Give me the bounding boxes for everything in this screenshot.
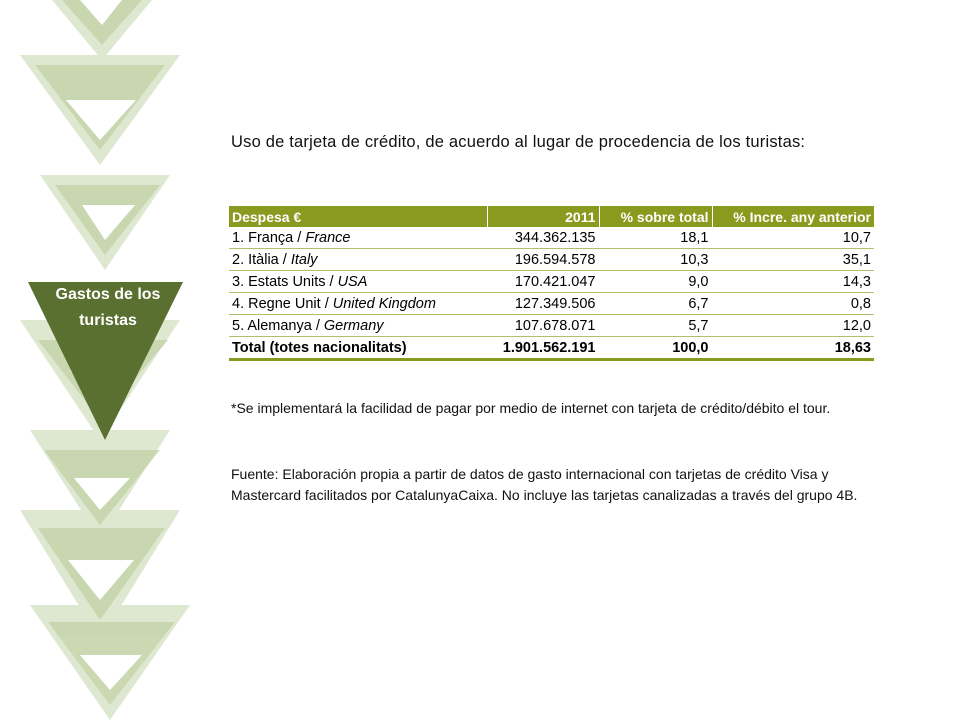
total-pct: 100,0 xyxy=(599,337,712,360)
row-pct: 18,1 xyxy=(599,227,712,249)
country-name: 5. Alemanya / xyxy=(232,317,324,334)
chevron-decoration xyxy=(0,0,200,720)
row-country xyxy=(229,249,487,271)
row-value: 127.349.506 xyxy=(487,293,599,315)
total-incr: 18,63 xyxy=(712,337,874,360)
table-row xyxy=(229,271,874,293)
country-name-en: Germany xyxy=(323,317,384,334)
row-incr: 0,8 xyxy=(712,293,874,315)
country-name: 4. Regne Unit / xyxy=(232,295,333,312)
table-row xyxy=(229,315,874,337)
row-value: 170.421.047 xyxy=(487,271,599,293)
row-country xyxy=(229,227,487,249)
total-value: 1.901.562.191 xyxy=(487,337,599,360)
country-name: 3. Estats Units / xyxy=(232,273,338,290)
country-name: 1. França / xyxy=(232,229,306,246)
page-heading: Uso de tarjeta de crédito, de acuerdo al lugar de procedencia de los turistas: xyxy=(231,133,806,151)
table-row xyxy=(229,227,874,249)
country-name-en: France xyxy=(305,229,351,246)
country-name-en: United Kingdom xyxy=(332,295,436,312)
row-incr: 14,3 xyxy=(712,271,874,293)
table-total-row xyxy=(229,337,874,360)
source-note: Fuente: Elaboración propia a partir de datos de gasto internacional con tarjetas de crédito Visa y Mastercard facilitados por CatalunyaCaixa. No incluye las tarjetas canalizadas a través del grupo 4B. xyxy=(231,466,858,503)
table-row xyxy=(229,249,874,271)
total-label: Total (totes nacionalitats) xyxy=(229,337,487,360)
row-value: 196.594.578 xyxy=(487,249,599,271)
row-pct: 6,7 xyxy=(599,293,712,315)
table-row xyxy=(229,293,874,315)
row-country xyxy=(229,271,487,293)
row-pct: 5,7 xyxy=(599,315,712,337)
implementation-note: *Se implementará la facilidad de pagar por medio de internet con tarjeta de crédito/débito el tour. xyxy=(231,400,831,416)
row-incr: 35,1 xyxy=(712,249,874,271)
table-header-row xyxy=(229,206,874,227)
row-value: 107.678.071 xyxy=(487,315,599,337)
country-name: 2. Itàlia / xyxy=(232,251,291,268)
country-name-en: USA xyxy=(337,273,368,290)
country-name-en: Italy xyxy=(290,251,318,268)
row-pct: 10,3 xyxy=(599,249,712,271)
row-value: 344.362.135 xyxy=(487,227,599,249)
row-pct: 9,0 xyxy=(599,271,712,293)
row-incr: 10,7 xyxy=(712,227,874,249)
header-despesa: Despesa € xyxy=(229,206,487,227)
row-country xyxy=(229,293,487,315)
header-incr: % Incre. any anterior xyxy=(712,206,874,227)
header-pct-total: % sobre total xyxy=(599,206,712,227)
header-2011: 2011 xyxy=(487,206,599,227)
card-spending-table xyxy=(229,206,874,361)
section-label: Gastos de los turistas xyxy=(55,286,161,329)
row-incr: 12,0 xyxy=(712,315,874,337)
row-country xyxy=(229,315,487,337)
